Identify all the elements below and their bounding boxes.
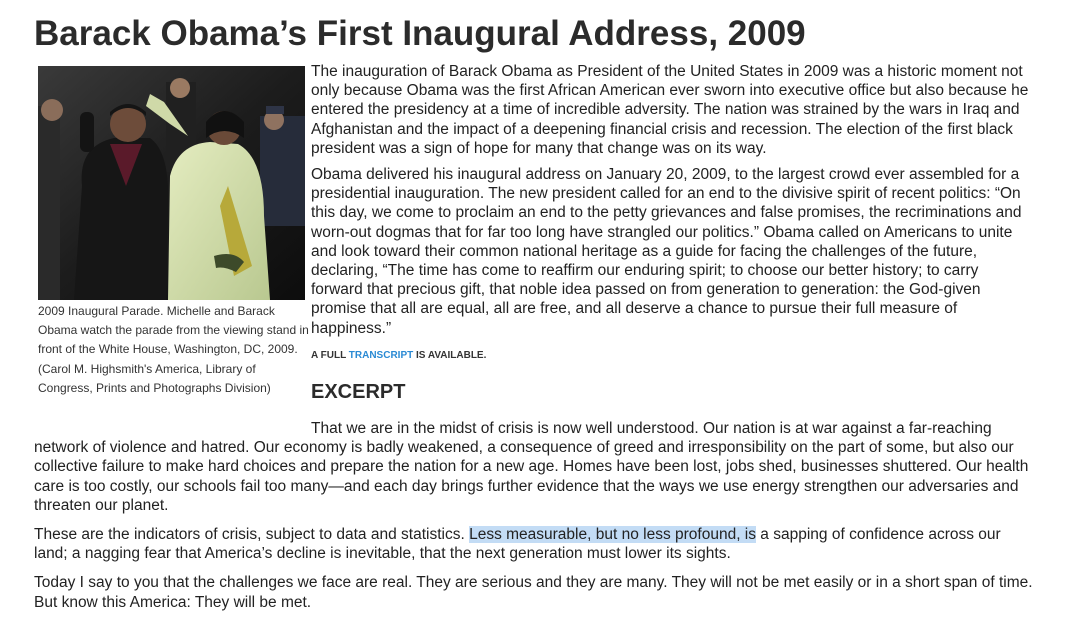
intro-paragraph: The inauguration of Barack Obama as President of the United States in 2009 was a historic moment not only because Obama was the first African American ever sworn into executive office but also because he entered the presidency at a time of incredible adversity. The nation was strained by the wars in Iraq and Afghanistan and the impact of a deepening financial crisis and recession. The election of the first black president was a sign of hope for many that change was on its way. (311, 63, 1029, 157)
excerpt-heading: EXCERPT (311, 381, 406, 403)
photo-of-obamas-waving-at-parade (38, 66, 305, 300)
transcript-note-prefix: A FULL (311, 350, 349, 361)
page-title: Barack Obama’s First Inaugural Address, 2009 (34, 14, 806, 53)
excerpt-section (34, 419, 1034, 618)
transcript-note (311, 349, 486, 362)
intro-paragraph: Obama delivered his inaugural address on January 20, 2009, to the largest crowd ever assembled for a presidential inauguration. The new president called for an end to the divisive spirit of recent politics: “On this day, we come to proclaim an end to the petty grievances and false promises, the recriminations and worn-out dogmas that for far too long have strangled our politics.” Obama called on Americans to unite and look toward their common national heritage as a guide for facing the challenges of the future, declaring, “The time has come to reaffirm our enduring spirit; to choose our better history; to carry forward that precious gift, that noble idea passed on from generation to generation: the God-given promise that all are equal, all are free, and all deserve a chance to pursue their full measure of happiness.” (311, 166, 1022, 337)
intro-section (311, 62, 1031, 345)
photo-caption: 2009 Inaugural Parade. Michelle and Barack Obama watch the parade from the viewing stand in front of the White House, Washington, DC, 2009. (Carol M. Highsmith's America, Library of Congress, Prints and Photographs Division) (38, 304, 309, 395)
highlighted-text-selection[interactable]: Less measurable, but no less profound, is (469, 526, 756, 544)
excerpt-text: These are the indicators of crisis, subject to data and statistics. (34, 526, 470, 544)
excerpt-text: a sapping of confidence across our land; a nagging fear that America’s decline is inevitable, that the next generation must lower its sights. (34, 526, 1001, 563)
excerpt-paragraph: That we are in the midst of crisis is now well understood. Our nation is at war against a far-reaching network of violence and hatred. Our economy is badly weakened, a consequence of greed and irresponsibility on the part of some, but also our collective failure to make hard choices and prepare the nation for a new age. Homes have been lost, jobs shed, businesses shuttered. Our health care is too costly, our schools fail too many—and each day brings further evidence that the ways we use energy strengthen our adversaries and threaten our planet. (34, 420, 1029, 514)
excerpt-paragraph: Today I say to you that the challenges we face are real. They are serious and they are many. They will not be met easily or in a short span of time. But know this America: They will be met. (34, 574, 1033, 611)
excerpt-paragraph (34, 525, 1034, 563)
transcript-note-suffix: IS AVAILABLE. (413, 350, 487, 361)
transcript-link[interactable]: TRANSCRIPT (348, 350, 414, 361)
